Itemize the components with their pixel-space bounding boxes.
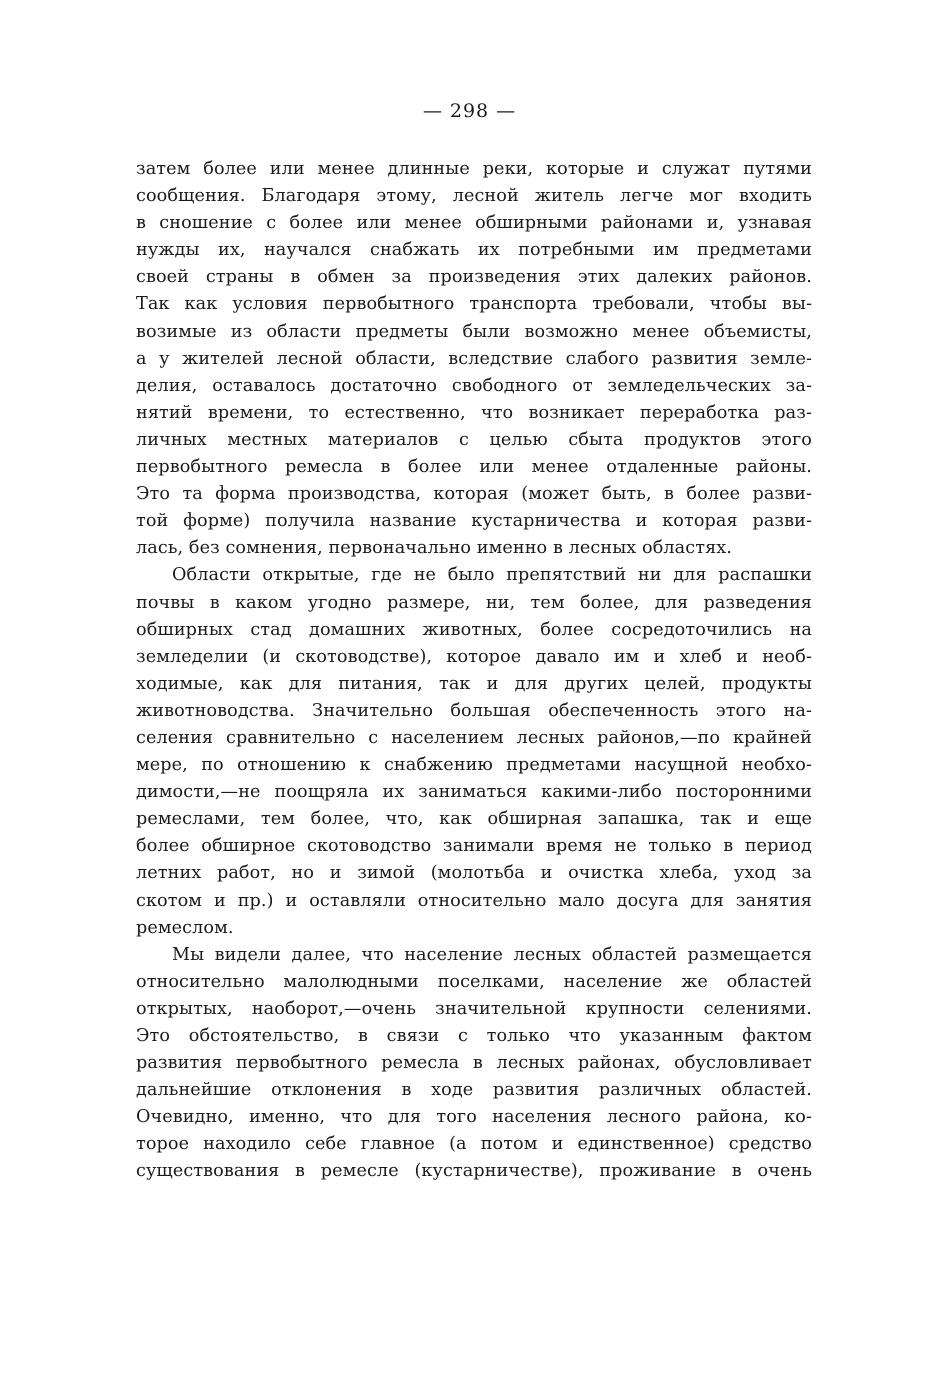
text-line: обширных стад домашних животных, более сосредоточились на — [136, 619, 812, 640]
body-text — [136, 156, 812, 1186]
text-line: более обширное скотоводство занимали время не только в период — [136, 836, 812, 857]
text-line: димости,—не поощряла их заниматься какими-либо посторонними — [136, 782, 812, 803]
text-line: относительно малолюдными поселками, население же областей — [136, 971, 812, 992]
text-line: мере, по отношению к снабжению предметами насущной необхо- — [136, 755, 812, 776]
text-line: своей страны в обмен за произведения этих далеких районов. — [136, 267, 812, 288]
text-line: животноводства. Значительно большая обеспеченность этого на- — [136, 700, 812, 721]
text-line: развития первобытного ремесла в лесных районах, обусловливает — [136, 1053, 812, 1074]
paragraph-1 — [136, 156, 812, 562]
text-line: ремеслом. — [136, 917, 234, 938]
text-line: Это та форма производства, которая (может быть, в более разви- — [136, 484, 812, 505]
text-line: Очевидно, именно, что для того населения лесного района, ко- — [136, 1107, 812, 1128]
paragraph-3 — [136, 942, 812, 1186]
text-line: открытых, наоборот,—очень значительной крупности селениями. — [136, 998, 812, 1019]
text-line: Это обстоятельство, в связи с только что указанным фактом — [136, 1026, 812, 1046]
text-line: той форме) получила название кустарничества и которая разви- — [136, 511, 812, 532]
text-line: нужды их, научался снабжать их потребными им предметами — [136, 240, 812, 261]
text-line: Мы видели далее, что население лесных областей размещается — [172, 944, 812, 965]
text-line: лась, без сомнения, первоначально именно в лесных областях. — [136, 538, 732, 559]
text-line: торое находило себе главное (а потом и единственное) средство — [136, 1134, 812, 1155]
text-line: Так как условия первобытного транспорта требовали, чтобы вы- — [136, 294, 812, 315]
text-line: Области открытые, где не было препятствий ни для распашки — [172, 565, 812, 586]
paragraph-2 — [136, 562, 812, 941]
text-line: делия, оставалось достаточно свободного от земледельческих за- — [136, 375, 812, 396]
text-line: летних работ, но и зимой (молотьба и очистка хлеба, уход за — [136, 863, 812, 884]
page-number: — 298 — — [422, 100, 517, 122]
text-line: возимые из области предметы были возможно менее объемисты, — [136, 321, 812, 342]
text-line: ходимые, как для питания, так и для других целей, продукты — [136, 673, 812, 694]
text-line: селения сравнительно с населением лесных районов,—по крайней — [136, 727, 812, 748]
text-line: земледелии (и скотоводстве), которое давало им и хлеб и необ- — [136, 646, 812, 667]
text-line: скотом и пр.) и оставляли относительно мало досуга для занятия — [136, 890, 812, 911]
text-line: почвы в каком угодно размере, ни, тем более, для разведения — [136, 592, 812, 613]
text-line: а у жителей лесной области, вследствие слабого развития земле- — [136, 348, 812, 369]
text-line: дальнейшие отклонения в ходе развития различных областей. — [136, 1080, 812, 1101]
text-line: первобытного ремесла в более или менее отдаленные районы. — [136, 457, 812, 478]
text-line: существования в ремесле (кустарничестве), проживание в очень — [136, 1161, 812, 1182]
text-line: сообщения. Благодаря этому, лесной житель легче мог входить — [136, 186, 812, 207]
text-line: личных местных материалов с целью сбыта продуктов этого — [136, 429, 812, 450]
text-line: ремеслами, тем более, что, как обширная запашка, так и еще — [136, 809, 812, 830]
text-line: затем более или менее длинные реки, которые и служат путями — [136, 159, 812, 179]
text-line: в сношение с более или менее обширными районами и, узнавая — [136, 213, 812, 234]
text-line: нятий времени, то естественно, что возникает переработка раз- — [136, 402, 812, 423]
